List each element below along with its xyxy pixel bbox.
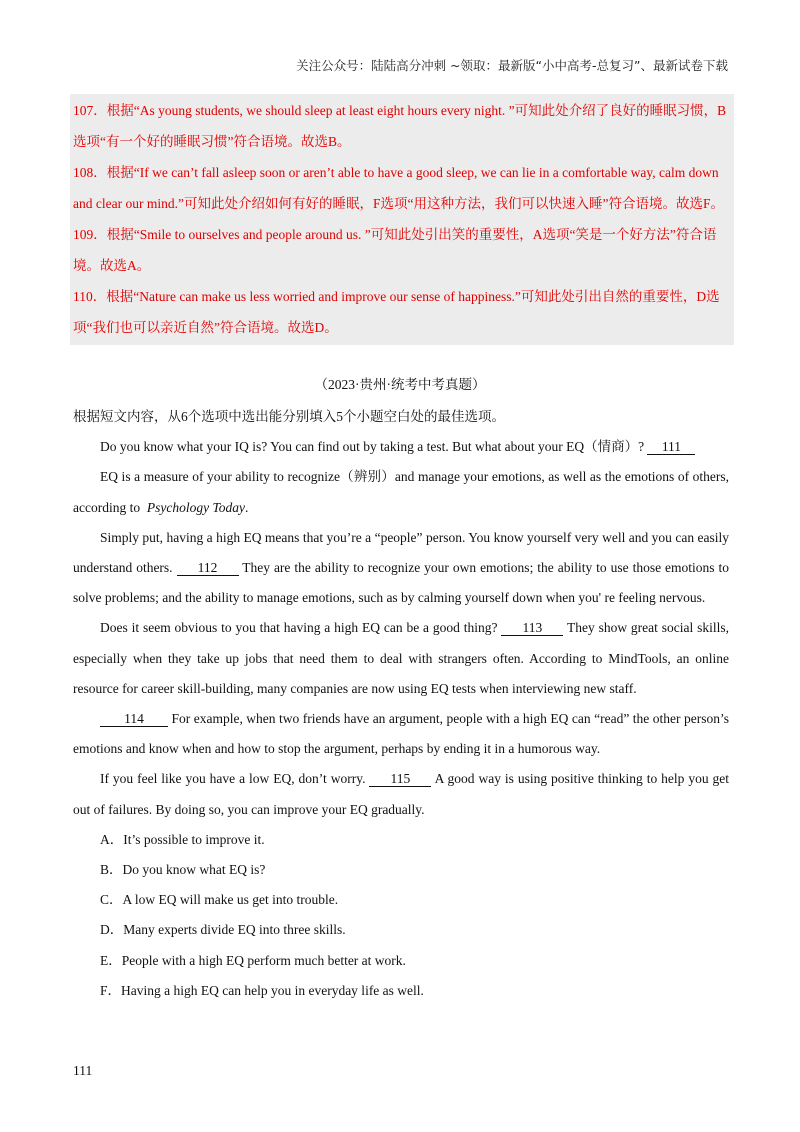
answer-108: 108．根据“If we can’t fall asleep soon or aren’t able to have a good sleep, we can lie in a comfortable way, calm down and clear our mind.”可知此处介绍如何有好的睡眠，F选项“用这种方法，我们可以快速入睡”符合语境。故选F。: [73, 165, 724, 211]
answer-110: 110．根据“Nature can make us less worried and improve our sense of happiness.”可知此处引出自然的重要性，D选项“我们也可以亲近自然”符合语境。故选D。: [73, 289, 720, 335]
instruction: 根据短文内容，从6个选项中选出能分别填入5个小题空白处的最佳选项。: [73, 409, 505, 424]
paragraph-5-text: If you feel like you have a low EQ, don’t worry.: [100, 771, 366, 787]
paragraph-2: [73, 523, 729, 614]
option-d: D．Many experts divide EQ into three skills.: [100, 922, 346, 938]
paragraph-5b-text: A good way is using positive thinking to help you get out of failures. By doing so, you can improve your EQ gradually.: [73, 771, 729, 817]
option-e: E．People with a high EQ perform much better at work.: [100, 952, 406, 968]
paragraph-4-text: For example, when two friends have an argument, people with a high EQ can “read” the other person’s emotions and know when and how to stop the argument, perhaps by ending it in a humorous way.: [73, 711, 729, 757]
blank-112: 112: [177, 560, 239, 576]
paragraph-1b: [73, 462, 729, 522]
period: .: [244, 499, 249, 515]
blank-115: 115: [369, 771, 431, 787]
psychology-today: Psychology Today: [146, 499, 245, 515]
paragraph-3-text: Does it seem obvious to you that having a high EQ can be a good thing?: [100, 620, 498, 636]
blank-111: 111: [647, 439, 695, 455]
option-f: F．Having a high EQ can help you in everyday life as well.: [100, 982, 424, 998]
exam-source: （2023·贵州·统考中考真题）: [314, 377, 486, 392]
paragraph-2b-text: They are the ability to recognize your own emotions; the ability to use those emotions to solve problems; and the ability to manage emotions, such as by calming yourself down when you' re feeling nervous.: [73, 560, 729, 606]
blank-113: 113: [501, 620, 563, 636]
options-list: [73, 825, 729, 1006]
option-b: B．Do you know what EQ is?: [100, 862, 266, 878]
passage: [73, 402, 729, 1006]
paragraph-1b-text: EQ is a measure of your ability to recognize（辨别）and manage your emotions, as well as the emotions of others, according to: [73, 469, 729, 515]
paragraph-1: [73, 432, 729, 462]
paragraph-1-text: Do you know what your IQ is? You can find out by taking a test. But what about your EQ（情商）?: [100, 439, 645, 455]
paragraph-3b-text: They show great social skills, especially when they take up jobs that need them to deal with strangers often. According to MindTools, an online resource for career skill-building, many companies are now using EQ tests when interviewing new staff.: [73, 620, 729, 696]
option-a: A．It’s possible to improve it.: [100, 831, 265, 847]
paragraph-2-text: Simply put, having a high EQ means that you’re a “people” person. You know yourself very well and you can easily understand others.: [73, 529, 729, 576]
answer-107: 107．根据“As young students, we should sleep at least eight hours every night. ”可知此处介绍了良好的睡眠习惯，B选项“有一个好的睡眠习惯”符合语境。故选B。: [73, 103, 727, 149]
option-c: C．A low EQ will make us get into trouble.: [100, 892, 339, 908]
paragraph-3: [73, 613, 729, 704]
answer-109: 109．根据“Smile to ourselves and people around us. ”可知此处引出笑的重要性，A选项“笑是一个好方法”符合语境。故选A。: [73, 227, 717, 273]
page-header: 关注公众号：陆陆高分冲刺 ~领取：最新版“小中高考-总复习”、最新试卷下载: [296, 58, 728, 73]
blank-114: 114: [100, 711, 168, 727]
paragraph-5: [73, 764, 729, 824]
answer-explanations: [70, 94, 734, 345]
paragraph-4: [73, 704, 729, 764]
page-number: 111: [73, 1063, 93, 1078]
